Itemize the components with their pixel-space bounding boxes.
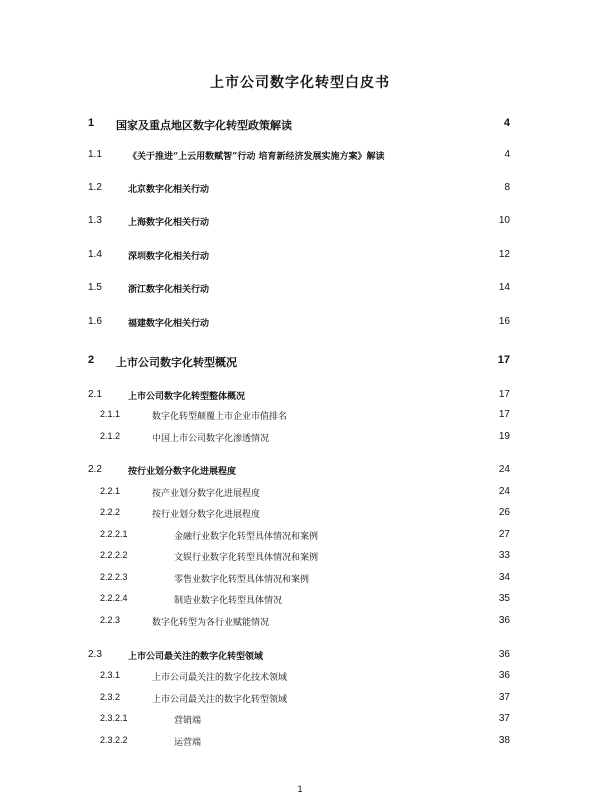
toc-entry-number: 1.5 bbox=[88, 282, 102, 293]
toc-entry-number: 2.2.2.4 bbox=[100, 593, 128, 603]
toc-entry[interactable] bbox=[0, 386, 600, 406]
toc-entry[interactable] bbox=[0, 483, 600, 503]
toc-entry-page: 17 bbox=[497, 354, 510, 366]
toc-entry-page: 26 bbox=[498, 507, 510, 518]
toc-entry-title: 金融行业数字化转型具体情况和案例 bbox=[174, 532, 319, 542]
toc-entry[interactable] bbox=[0, 461, 600, 481]
toc-entry-number: 2.2 bbox=[88, 464, 102, 475]
toc-entry-number: 2.3.2 bbox=[100, 692, 121, 702]
toc-entry-title: 文娱行业数字化转型具体情况和案例 bbox=[174, 553, 319, 563]
toc-entry-page: 34 bbox=[498, 572, 510, 583]
toc-entry-number: 1.1 bbox=[88, 149, 102, 160]
toc-entry-title: 上市公司最关注的数字化技术领域 bbox=[152, 673, 288, 683]
toc-entry[interactable] bbox=[0, 114, 600, 134]
toc-entry-page: 4 bbox=[504, 149, 510, 160]
toc-entry-title: 深圳数字化相关行动 bbox=[128, 252, 210, 262]
toc-entry-page: 36 bbox=[498, 649, 510, 660]
toc-entry[interactable] bbox=[0, 547, 600, 567]
toc-entry[interactable] bbox=[0, 646, 600, 666]
toc-entry-page: 38 bbox=[498, 735, 510, 746]
toc-entry[interactable] bbox=[0, 146, 600, 166]
toc-entry[interactable] bbox=[0, 667, 600, 687]
toc-entry-number: 1.2 bbox=[88, 182, 102, 193]
toc-entry[interactable] bbox=[0, 246, 600, 266]
toc-entry-title: 按行业划分数字化进展程度 bbox=[128, 467, 237, 477]
toc-entry-title: 零售业数字化转型具体情况和案例 bbox=[174, 575, 310, 585]
toc-entry-number: 2.2.3 bbox=[100, 615, 121, 625]
toc-entry-page: 17 bbox=[498, 389, 510, 400]
toc-entry[interactable] bbox=[0, 590, 600, 610]
toc-entry-number: 2.2.2.1 bbox=[100, 529, 128, 539]
toc-entry-page: 12 bbox=[498, 249, 510, 260]
toc-entry[interactable] bbox=[0, 406, 600, 426]
toc-entry-number: 2.2.2 bbox=[100, 507, 121, 517]
toc-entry-page: 16 bbox=[498, 316, 510, 327]
toc-entry-page: 35 bbox=[498, 593, 510, 604]
toc-entry-number: 1.4 bbox=[88, 249, 102, 260]
toc-entry-page: 27 bbox=[498, 529, 510, 540]
toc-entry-title: 《关于推进“上云用数赋智”行动 培育新经济发展实施方案》解读 bbox=[128, 152, 385, 162]
toc-entry-title: 中国上市公司数字化渗透情况 bbox=[152, 434, 270, 444]
toc-entry-number: 1 bbox=[88, 117, 95, 129]
toc-entry[interactable] bbox=[0, 689, 600, 709]
toc-entry-page: 14 bbox=[498, 282, 510, 293]
toc-entry-page: 24 bbox=[498, 464, 510, 475]
toc-entry-page: 37 bbox=[498, 713, 510, 724]
toc-entry[interactable] bbox=[0, 504, 600, 524]
toc-entry-number: 2.3.1 bbox=[100, 670, 121, 680]
toc-entry-page: 24 bbox=[498, 486, 510, 497]
toc-entry-title: 按产业划分数字化进展程度 bbox=[152, 489, 261, 499]
toc-entry[interactable] bbox=[0, 212, 600, 232]
toc-entry-page: 36 bbox=[498, 670, 510, 681]
toc-entry-page: 19 bbox=[498, 431, 510, 442]
toc-entry-number: 2 bbox=[88, 354, 95, 366]
toc-entry-page: 37 bbox=[498, 692, 510, 703]
toc-entry[interactable] bbox=[0, 569, 600, 589]
toc-entry-title: 数字化转型为各行业赋能情况 bbox=[152, 618, 270, 628]
toc-entry-title: 国家及重点地区数字化转型政策解读 bbox=[116, 119, 292, 132]
toc-entry-title: 按行业划分数字化进展程度 bbox=[152, 510, 261, 520]
toc-entry-title: 上市公司数字化转型整体概况 bbox=[128, 392, 246, 402]
toc-entry-number: 2.1 bbox=[88, 389, 102, 400]
toc-entry-number: 2.1.2 bbox=[100, 431, 121, 441]
toc-entry-title: 上海数字化相关行动 bbox=[128, 218, 210, 228]
page-number: 1 bbox=[297, 784, 303, 794]
toc-entry-title: 浙江数字化相关行动 bbox=[128, 285, 210, 295]
toc-entry-page: 33 bbox=[498, 550, 510, 561]
toc-entry-page: 10 bbox=[498, 215, 510, 226]
toc-entry[interactable] bbox=[0, 612, 600, 632]
toc-entry[interactable] bbox=[0, 428, 600, 448]
toc-entry[interactable] bbox=[0, 279, 600, 299]
toc-entry[interactable] bbox=[0, 313, 600, 333]
toc-entry-page: 17 bbox=[498, 409, 510, 420]
document-title: 上市公司数字化转型白皮书 bbox=[210, 75, 390, 91]
toc-entry[interactable] bbox=[0, 351, 600, 371]
toc-entry-number: 2.3.2.1 bbox=[100, 713, 128, 723]
toc-entry-page: 8 bbox=[504, 182, 510, 193]
toc-entry-title: 上市公司数字化转型概况 bbox=[116, 356, 237, 369]
toc-entry-number: 2.2.2.2 bbox=[100, 550, 128, 560]
toc-entry-title: 北京数字化相关行动 bbox=[128, 185, 210, 195]
toc-entry-number: 1.3 bbox=[88, 215, 102, 226]
toc-entry-number: 2.3.2.2 bbox=[100, 735, 128, 745]
toc-entry-number: 2.1.1 bbox=[100, 409, 121, 419]
toc-entry-number: 2.2.1 bbox=[100, 486, 121, 496]
toc-entry-page: 4 bbox=[503, 117, 510, 129]
toc-entry-title: 运营端 bbox=[174, 738, 202, 748]
toc-entry-title: 上市公司最关注的数字化转型领域 bbox=[128, 652, 264, 662]
toc-entry[interactable] bbox=[0, 526, 600, 546]
toc-entry[interactable] bbox=[0, 179, 600, 199]
toc-entry-title: 数字化转型颠覆上市企业市值排名 bbox=[152, 412, 288, 422]
toc-entry-title: 上市公司最关注的数字化转型领域 bbox=[152, 695, 288, 705]
toc-entry[interactable] bbox=[0, 732, 600, 752]
toc-entry-number: 1.6 bbox=[88, 316, 102, 327]
toc-entry-title: 福建数字化相关行动 bbox=[128, 319, 210, 329]
toc-entry[interactable] bbox=[0, 710, 600, 730]
toc-entry-title: 制造业数字化转型具体情况 bbox=[174, 596, 283, 606]
toc-entry-number: 2.2.2.3 bbox=[100, 572, 128, 582]
toc-entry-page: 36 bbox=[498, 615, 510, 626]
toc-entry-number: 2.3 bbox=[88, 649, 102, 660]
toc-entry-title: 营销端 bbox=[174, 716, 202, 726]
